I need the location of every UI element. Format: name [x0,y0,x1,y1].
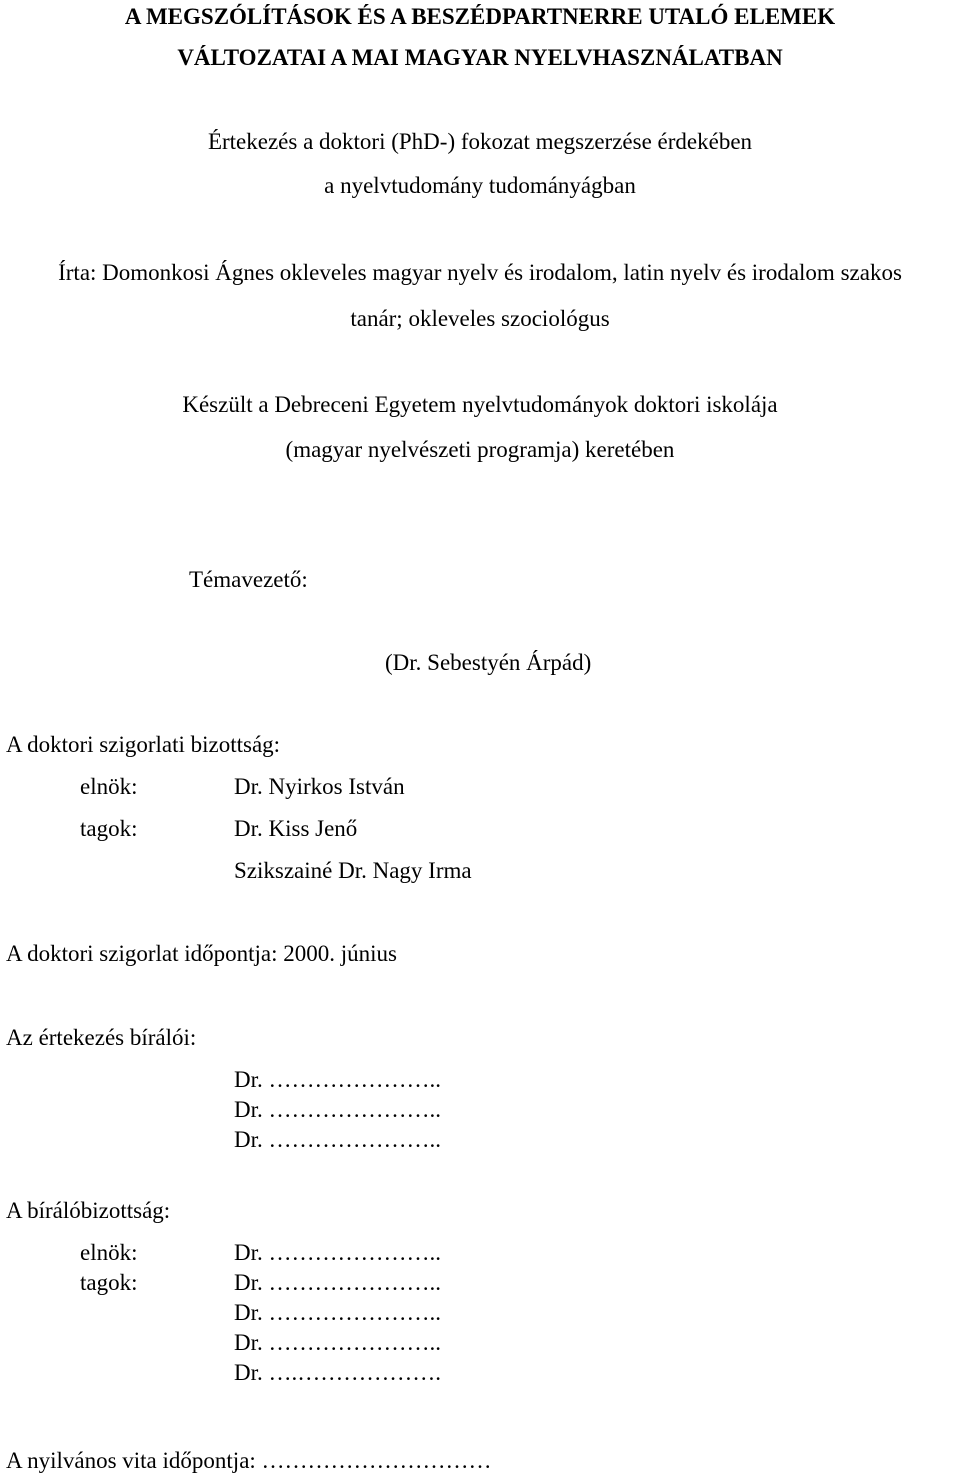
review-board-line-3: Dr. ………………….. [234,1300,441,1325]
institution-line-1: Készült a Debreceni Egyetem nyelvtudományok doktori iskolája [182,392,778,417]
reviewer-line-2: Dr. ………………….. [234,1097,441,1122]
title-line-2: VÁLTOZATAI A MAI MAGYAR NYELVHASZNÁLATBAN [177,45,783,70]
subtitle-line-2: a nyelvtudomány tudományágban [324,173,636,198]
committee-member-1: Dr. Kiss Jenő [234,816,358,841]
review-board-heading: A bírálóbizottság: [6,1198,171,1223]
reviewers-heading: Az értekezés bírálói: [6,1025,197,1050]
supervisor-label: Témavezető: [189,567,308,592]
committee-chair-label: elnök: [80,774,138,799]
author-line-1: Írta: Domonkosi Ágnes okleveles magyar nyelv és irodalom, latin nyelv és irodalom szakos [58,260,902,285]
committee-heading: A doktori szigorlati bizottság: [6,732,281,757]
exam-date: A doktori szigorlat időpontja: 2000. június [6,941,397,966]
public-defense-date: A nyilvános vita időpontja: ………………………… [6,1448,492,1473]
committee-chair: Dr. Nyirkos István [234,774,405,799]
review-board-line-4: Dr. ………………….. [234,1330,441,1355]
review-board-line-5: Dr. ….………………. [234,1360,441,1385]
review-board-members-label: tagok: [80,1270,138,1295]
review-board-line-2: Dr. ………………….. [234,1270,441,1295]
author-line-2: tanár; okleveles szociológus [350,306,610,331]
title-line-1: A MEGSZÓLÍTÁSOK ÉS A BESZÉDPARTNERRE UTALÓ ELEMEK [124,4,836,29]
institution-line-2: (magyar nyelvészeti programja) keretében [285,437,675,462]
review-board-line-1: Dr. ………………….. [234,1240,441,1265]
subtitle-line-1: Értekezés a doktori (PhD-) fokozat megszerzése érdekében [207,129,753,154]
committee-members-label: tagok: [80,816,138,841]
supervisor-name: (Dr. Sebestyén Árpád) [385,650,592,675]
committee-member-2: Szikszainé Dr. Nagy Irma [234,858,472,883]
reviewer-line-1: Dr. ………………….. [234,1067,441,1092]
reviewer-line-3: Dr. ………………….. [234,1127,441,1152]
review-board-chair-label: elnök: [80,1240,138,1265]
